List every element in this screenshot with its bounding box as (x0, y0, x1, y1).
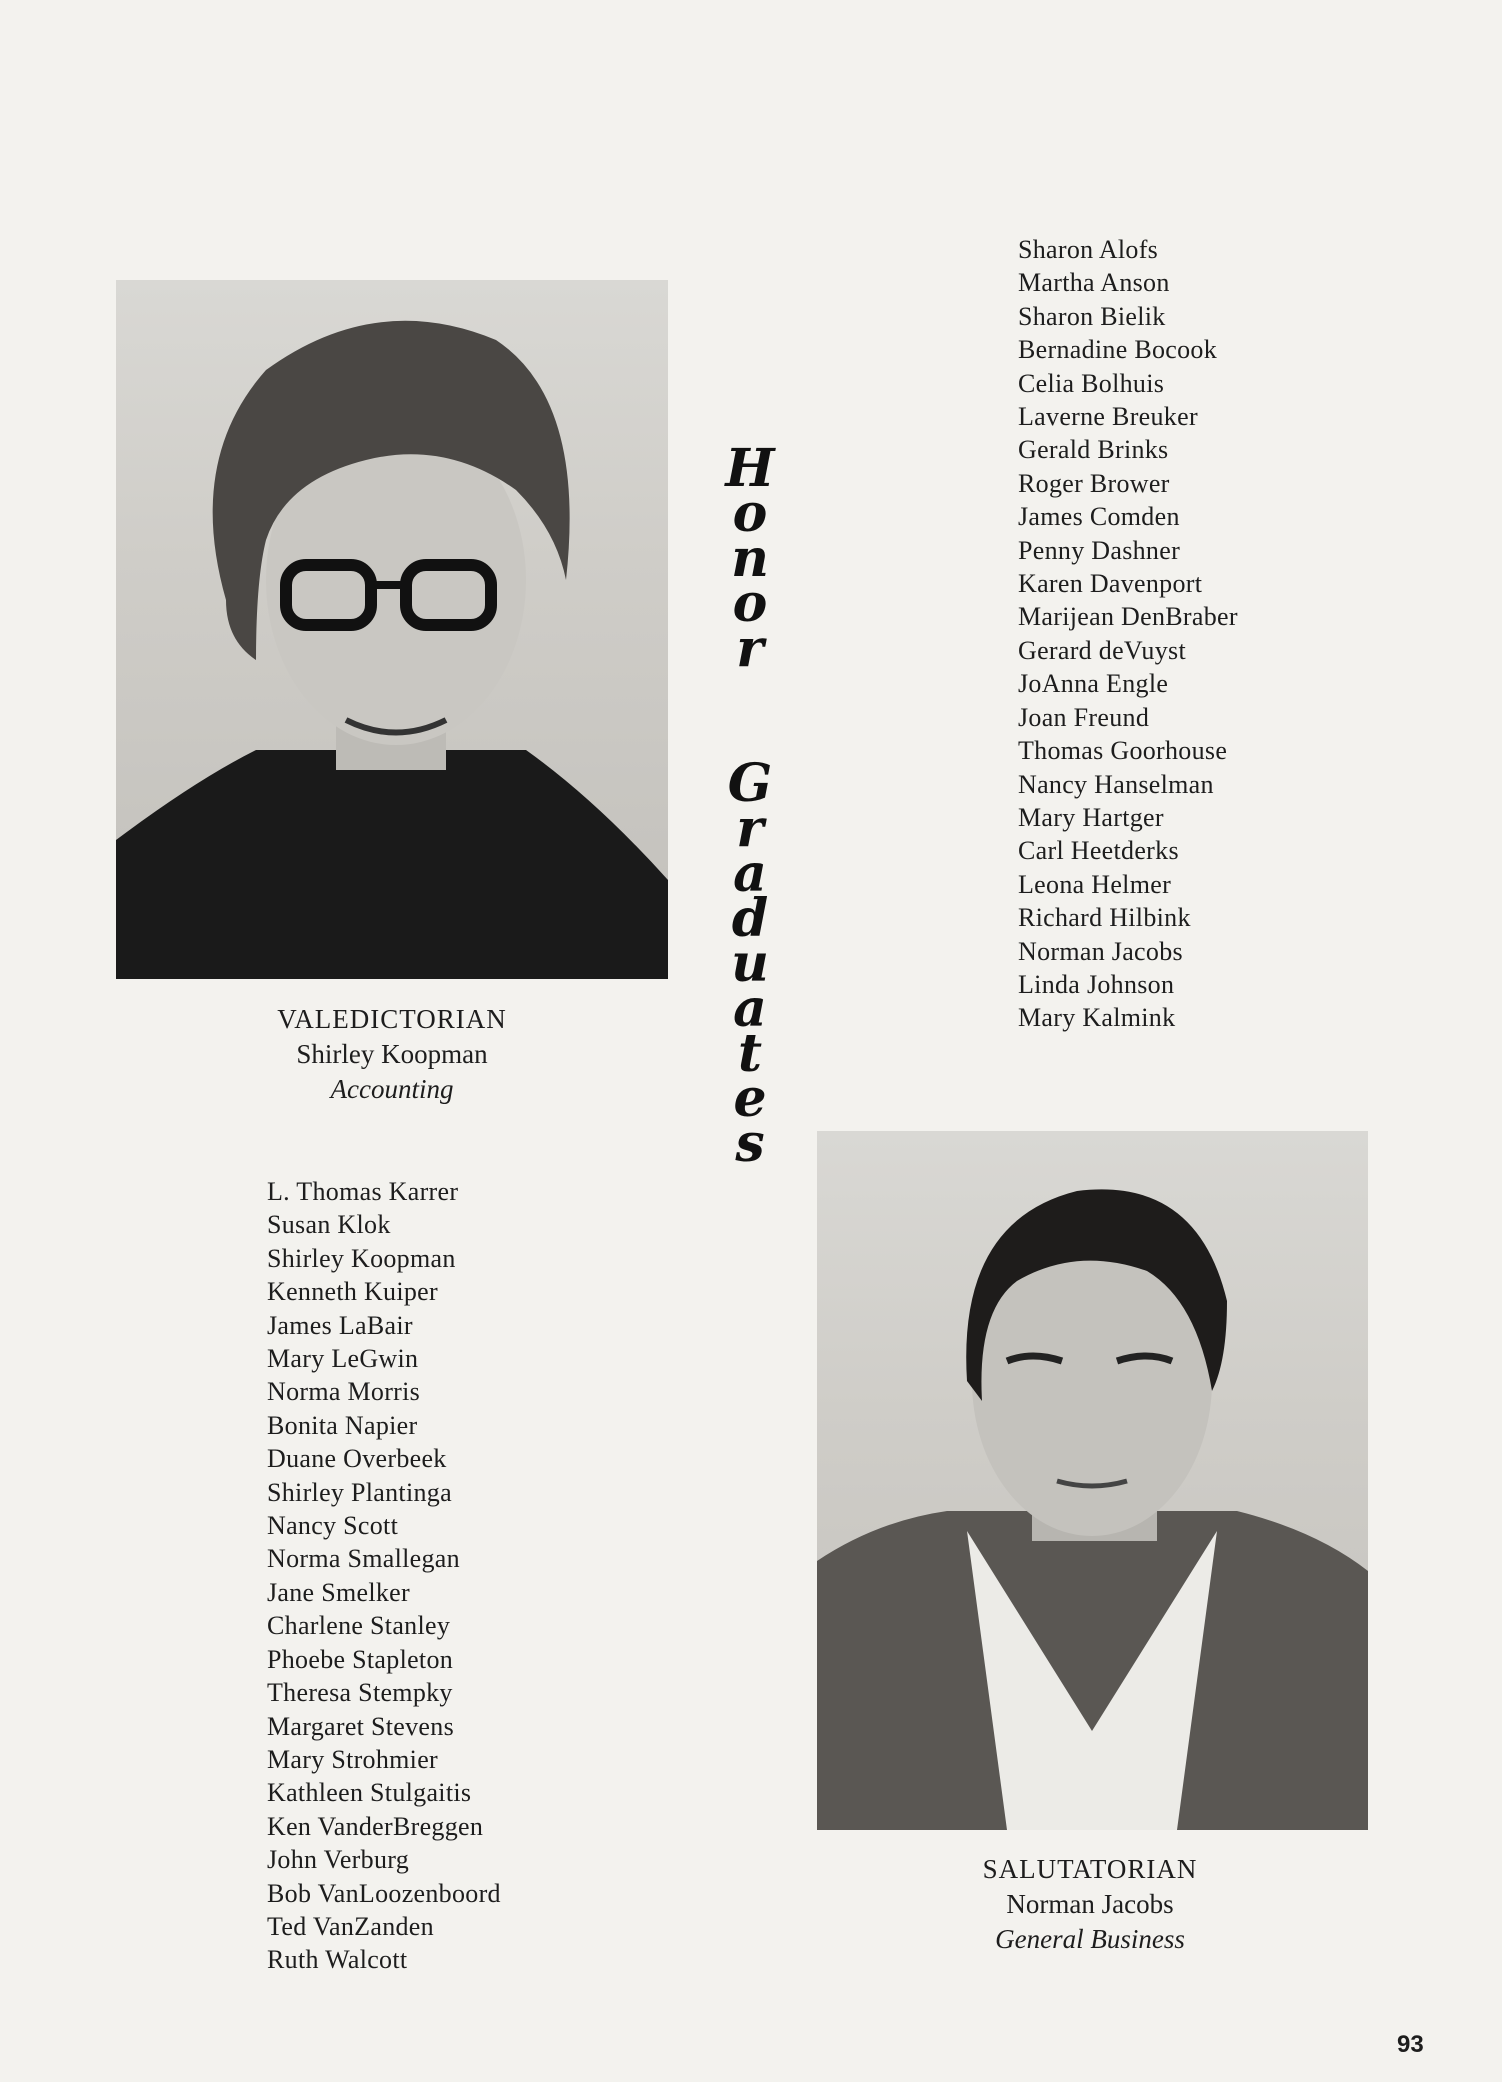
graduate-name: Shirley Plantinga (267, 1477, 452, 1507)
title-letter: r (736, 798, 764, 859)
graduate-name: Bob VanLoozenboord (267, 1878, 501, 1908)
graduate-name: Ken VanderBreggen (267, 1811, 484, 1841)
title-letter: e (733, 1068, 767, 1129)
graduate-name: Norma Smallegan (267, 1544, 460, 1574)
graduate-name: Sharon Bielik (1018, 301, 1166, 331)
title-letter: a (733, 843, 767, 904)
graduate-name: Joan Freund (1018, 702, 1150, 732)
graduate-name: Sharon Alofs (1018, 235, 1159, 264)
salutatorian-caption (930, 1852, 1250, 1957)
graduate-name: Nancy Scott (267, 1511, 399, 1541)
title-letter: n (731, 528, 769, 589)
graduate-name: Carl Heetderks (1018, 836, 1179, 866)
graduate-name: John Verburg (267, 1845, 410, 1875)
graduate-name: Mary LeGwin (267, 1344, 419, 1374)
salutatorian-name: Norman Jacobs (1006, 1889, 1174, 1919)
graduate-name: Ted VanZanden (267, 1911, 434, 1941)
graduate-name: Margaret Stevens (267, 1711, 454, 1741)
title-letter: o (732, 573, 768, 634)
valedictorian-major: Accounting (330, 1074, 454, 1104)
title-letter: H (725, 438, 775, 499)
graduate-name: Jane Smelker (267, 1577, 410, 1607)
graduate-name: Gerard deVuyst (1018, 635, 1186, 665)
graduate-name: Susan Klok (267, 1210, 391, 1240)
honor-graduates-vertical-title (700, 438, 800, 1174)
graduate-name: JoAnna Engle (1018, 669, 1169, 699)
valedictorian-photo (116, 280, 668, 979)
title-letter: G (727, 753, 773, 814)
graduate-name: Kenneth Kuiper (267, 1277, 438, 1307)
graduate-name: Bonita Napier (267, 1410, 418, 1440)
honor-graduates-list-top (1018, 233, 1238, 1035)
graduate-name: Mary Strohmier (267, 1744, 439, 1774)
title-letter: t (737, 1023, 763, 1084)
valedictorian-caption (232, 1002, 552, 1107)
title-letter: s (735, 1113, 765, 1174)
page-number: 93 (1397, 2031, 1424, 2058)
graduate-name: Norma Morris (267, 1377, 421, 1407)
graduate-name: Shirley Koopman (267, 1243, 456, 1273)
graduate-name: Gerald Brinks (1018, 435, 1169, 465)
graduate-name: L. Thomas Karrer (267, 1177, 459, 1206)
graduate-name: Martha Anson (1018, 268, 1170, 298)
graduate-name: Charlene Stanley (267, 1611, 451, 1641)
valedictorian-role: VALEDICTORIAN (277, 1004, 507, 1034)
title-letter: d (731, 888, 769, 949)
salutatorian-photo (817, 1131, 1368, 1830)
valedictorian-name: Shirley Koopman (296, 1039, 488, 1069)
graduate-name: Theresa Stempky (267, 1678, 453, 1708)
graduate-name: Ruth Walcott (267, 1945, 408, 1975)
graduate-name: James Comden (1018, 502, 1180, 532)
title-letter: o (732, 483, 768, 544)
graduate-name: Phoebe Stapleton (267, 1644, 454, 1674)
graduate-name: Roger Brower (1018, 468, 1170, 498)
honor-graduates-list-bottom (267, 1175, 501, 1977)
graduate-name: Norman Jacobs (1018, 936, 1183, 966)
graduate-name: Duane Overbeek (267, 1444, 447, 1474)
title-letter: u (731, 933, 769, 994)
salutatorian-role: SALUTATORIAN (982, 1854, 1198, 1884)
graduate-name: Thomas Goorhouse (1018, 736, 1228, 766)
graduate-name: Mary Hartger (1018, 802, 1164, 832)
graduate-name: Marijean DenBraber (1018, 602, 1238, 632)
graduate-name: Mary Kalmink (1018, 1003, 1176, 1033)
graduate-name: Celia Bolhuis (1018, 368, 1165, 398)
graduate-name: Linda Johnson (1018, 969, 1175, 999)
graduate-name: Karen Davenport (1018, 569, 1203, 599)
graduate-name: James LaBair (267, 1310, 413, 1340)
title-letter: a (733, 978, 767, 1039)
salutatorian-major: General Business (995, 1924, 1185, 1954)
title-letter: r (736, 618, 764, 679)
graduate-name: Laverne Breuker (1018, 402, 1198, 432)
graduate-name: Richard Hilbink (1018, 903, 1191, 933)
graduate-name: Kathleen Stulgaitis (267, 1778, 472, 1808)
title-word-gap (700, 671, 800, 761)
graduate-name: Penny Dashner (1018, 535, 1181, 565)
graduate-name: Bernadine Bocook (1018, 335, 1218, 365)
graduate-name: Nancy Hanselman (1018, 769, 1214, 799)
graduate-name: Leona Helmer (1018, 869, 1172, 899)
